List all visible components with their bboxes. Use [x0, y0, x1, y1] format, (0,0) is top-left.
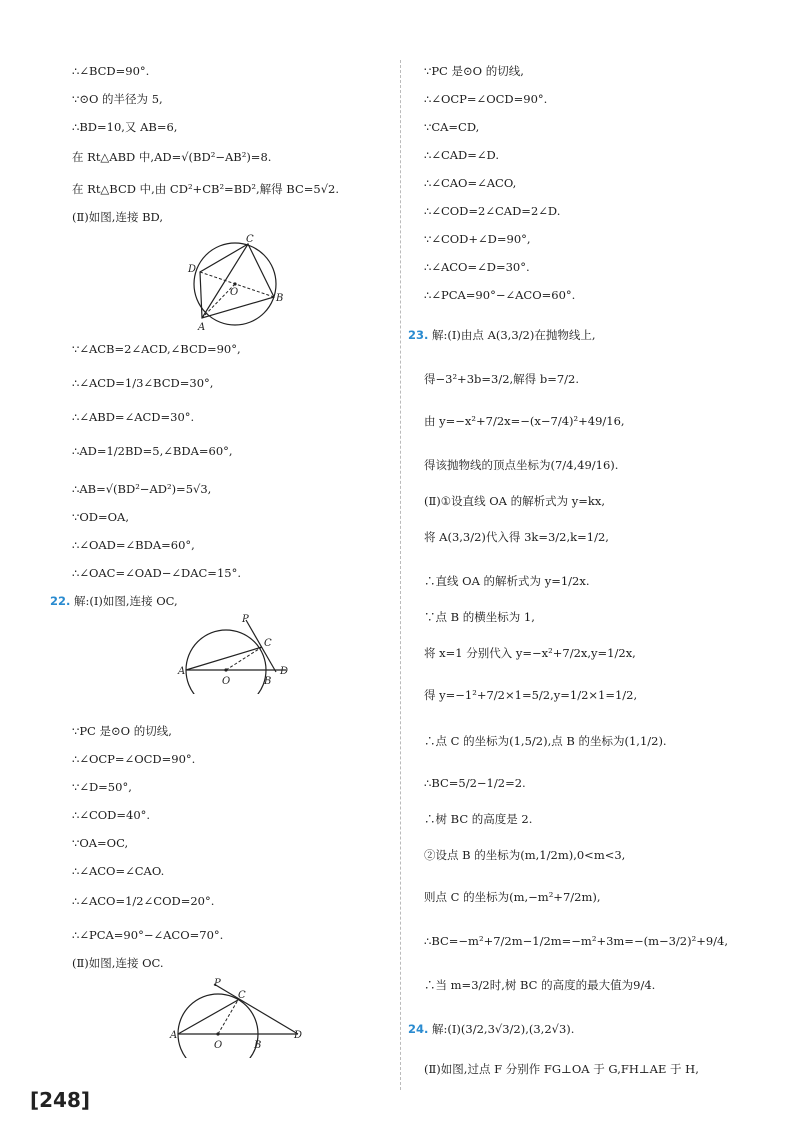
text-line: 得−3²+3b=3/2,解得 b=7/2.: [424, 372, 579, 386]
point-label: P: [214, 978, 221, 989]
text-line: ∵PC 是⊙O 的切线,: [72, 724, 172, 738]
text-line: ∴∠ACO=∠D=30°.: [424, 260, 530, 274]
question-text: 解:(Ⅰ)如图,连接 OC,: [74, 594, 178, 608]
point-label: D: [294, 1030, 303, 1041]
point-label: D: [188, 264, 197, 275]
point-label: O: [214, 1040, 223, 1051]
text-line: ∵∠COD+∠D=90°,: [424, 232, 531, 246]
text-line: ∵点 B 的横坐标为 1,: [424, 610, 535, 624]
page-number: [248]: [30, 1088, 91, 1112]
text-line: ∴AB=√(BD²−AD²)=5√3,: [72, 482, 212, 496]
text-line: ∴∠BCD=90°.: [72, 64, 150, 78]
text-line: ∴AD=1/2BD=5,∠BDA=60°,: [72, 444, 233, 458]
figure-circle-quadrilateral: [182, 232, 292, 335]
text-line: 将 x=1 分别代入 y=−x²+7/2x,y=1/2x,: [424, 646, 636, 660]
question-number: 22.: [50, 594, 71, 608]
point-label: C: [246, 234, 254, 245]
text-line: ∴∠ABD=∠ACD=30°.: [72, 410, 195, 424]
text-line: ∵∠ACB=2∠ACD,∠BCD=90°,: [72, 342, 241, 356]
figure-tangent-2: [168, 976, 308, 1061]
point-label: B: [254, 1040, 262, 1051]
text-line: ∴BD=10,又 AB=6,: [72, 120, 178, 134]
point-label: O: [230, 287, 239, 298]
text-line: ∴∠OCP=∠OCD=90°.: [72, 752, 196, 766]
question-number: 23.: [408, 328, 429, 342]
text-line: ∴点 C 的坐标为(1,5/2),点 B 的坐标为(1,1/2).: [424, 734, 667, 748]
text-line: ∴当 m=3/2时,树 BC 的高度的最大值为9/4.: [424, 978, 656, 992]
text-line: ∴树 BC 的高度是 2.: [424, 812, 533, 826]
text-line: ∴∠CAD=∠D.: [424, 148, 500, 162]
text-line: ∴直线 OA 的解析式为 y=1/2x.: [424, 574, 590, 588]
point-label: A: [198, 322, 206, 332]
text-line: ∴∠OAC=∠OAD−∠DAC=15°.: [72, 566, 241, 580]
point-label: D: [280, 666, 289, 677]
column-divider: [400, 60, 401, 1090]
text-line: 在 Rt△BCD 中,由 CD²+CB²=BD²,解得 BC=5√2.: [72, 182, 339, 196]
text-line: ∴BC=5/2−1/2=2.: [424, 776, 526, 790]
text-line: 则点 C 的坐标为(m,−m²+7/2m),: [424, 890, 601, 904]
text-line: ∵PC 是⊙O 的切线,: [424, 64, 524, 78]
text-line: ∵CA=CD,: [424, 120, 480, 134]
text-line: ∴∠ACO=1/2∠COD=20°.: [72, 894, 215, 908]
point-label: C: [238, 990, 246, 1001]
point-label: C: [264, 638, 272, 649]
text-line: 得该抛物线的顶点坐标为(7/4,49/16).: [424, 458, 619, 472]
point-label: A: [170, 1030, 178, 1041]
text-line: ∴∠PCA=90°−∠ACO=60°.: [424, 288, 576, 302]
point-label: B: [276, 293, 284, 304]
text-line: ∴∠PCA=90°−∠ACO=70°.: [72, 928, 224, 942]
text-line: ∴∠COD=40°.: [72, 808, 151, 822]
question-24-heading: [408, 1020, 574, 1038]
text-line: ∴BC=−m²+7/2m−1/2m=−m²+3m=−(m−3/2)²+9/4,: [424, 934, 729, 948]
text-line: (Ⅱ)如图,过点 F 分别作 FG⊥OA 于 G,FH⊥AE 于 H,: [424, 1062, 699, 1076]
text-line: ∴∠ACO=∠CAO.: [72, 864, 165, 878]
question-22-heading: [50, 592, 178, 610]
text-line: ②设点 B 的坐标为(m,1/2m),0<m<3,: [424, 848, 626, 862]
text-line: (Ⅱ)①设直线 OA 的解析式为 y=kx,: [424, 494, 606, 508]
point-label: O: [222, 676, 231, 687]
text-line: ∵⊙O 的半径为 5,: [72, 92, 163, 106]
text-line: ∵∠D=50°,: [72, 780, 132, 794]
text-line: 将 A(3,3/2)代入得 3k=3/2,k=1/2,: [424, 530, 609, 544]
text-line: (Ⅱ)如图,连接 OC.: [72, 956, 164, 970]
text-line: ∴∠CAO=∠ACO,: [424, 176, 517, 190]
text-line: 由 y=−x²+7/2x=−(x−7/4)²+49/16,: [424, 414, 625, 428]
text-line: ∵OA=OC,: [72, 836, 129, 850]
text-line: ∴∠OCP=∠OCD=90°.: [424, 92, 548, 106]
point-label: B: [264, 676, 272, 687]
text-line: 得 y=−1²+7/2×1=5/2,y=1/2×1=1/2,: [424, 688, 638, 702]
text-line: ∴∠ACD=1/3∠BCD=30°,: [72, 376, 214, 390]
question-text: 解:(Ⅰ)由点 A(3,3/2)在抛物线上,: [432, 328, 596, 342]
question-number: 24.: [408, 1022, 429, 1036]
text-line: ∴∠OAD=∠BDA=60°,: [72, 538, 195, 552]
text-line: (Ⅱ)如图,连接 BD,: [72, 210, 164, 224]
point-label: P: [242, 614, 249, 625]
text-line: 在 Rt△ABD 中,AD=√(BD²−AB²)=8.: [72, 150, 272, 164]
question-text: 解:(Ⅰ)(3/2,3√3/2),(3,2√3).: [432, 1022, 575, 1036]
text-line: ∵OD=OA,: [72, 510, 129, 524]
question-23-heading: [408, 326, 596, 344]
point-label: A: [178, 666, 186, 677]
figure-tangent-1: [176, 614, 296, 697]
text-line: ∴∠COD=2∠CAD=2∠D.: [424, 204, 561, 218]
